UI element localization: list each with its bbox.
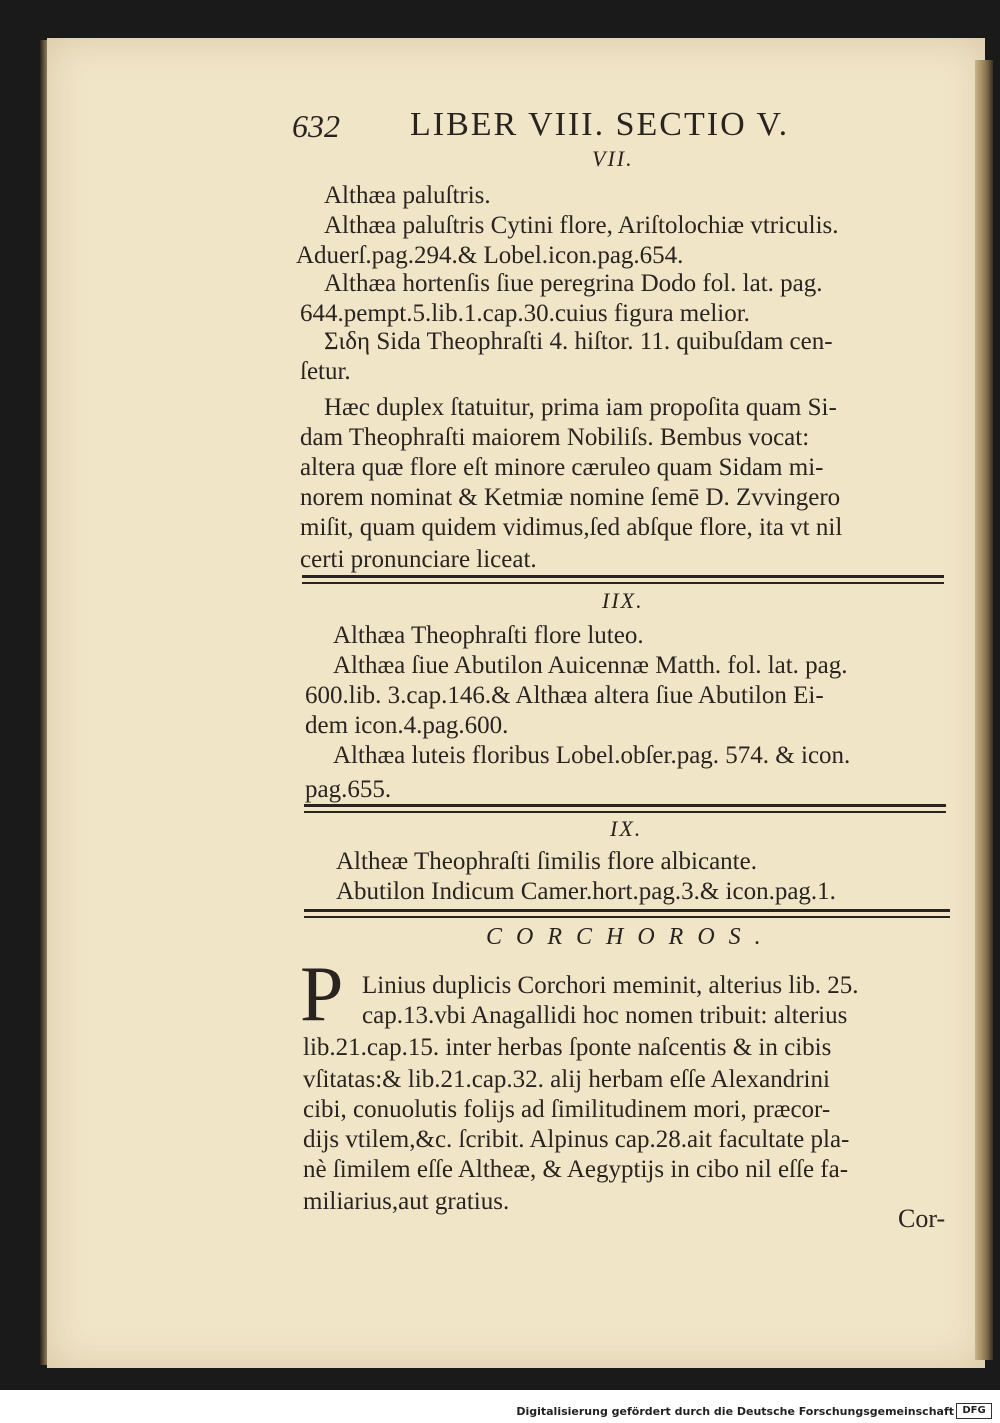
section-divider [304,811,946,813]
catchword: Cor- [898,1204,946,1233]
text-line: dam Theophraſti maiorem Nobiliſs. Bembus vocat: [300,424,810,451]
section-numeral-vii: VII. [592,146,634,171]
section-numeral-ix: IX. [610,816,643,841]
page-header [292,106,872,150]
dfg-logo-icon: DFG [956,1403,992,1419]
text-line: Aduerſ.pag.294.& Lobel.icon.pag.654. [296,242,684,269]
text-line: altera quæ flore eſt minore cæruleo quam Sidam mi- [300,454,824,481]
text-line: miliarius,aut gratius. [303,1188,510,1215]
text-line: Althæa ſiue Abutilon Auicennæ Matth. fol. lat. pag. [333,652,848,679]
text-line: lib.21.cap.15. inter herbas ſponte naſcentis & in cibis [303,1034,832,1061]
text-line: Linius duplicis Corchori meminit, alterius lib. 25. [362,972,859,999]
text-line: Hæc duplex ſtatuitur, prima iam propoſita quam Si- [324,394,837,421]
text-line: pag.655. [305,776,392,803]
text-line: cibi, conuolutis folijs ad ſimilitudinem mori, præcor- [303,1096,831,1123]
section-divider [304,804,946,807]
drop-cap: P [300,950,344,1037]
text-line: Althæa paluſtris. [324,182,491,209]
text-line: vſitatas:& lib.21.cap.32. alij herbam eſſe Alexandrini [303,1066,830,1093]
text-line: nè ſimilem eſſe Altheæ, & Aegyptijs in cibo nil eſſe fa- [303,1156,849,1183]
footer-credit: Digitalisierung gefördert durch die Deutsche Forschungsgemeinschaft [516,1405,954,1418]
text-line: 644.pempt.5.lib.1.cap.30.cuius figura melior. [300,300,750,327]
text-line: Althæa luteis floribus Lobel.obſer.pag. 574. & icon. [333,742,851,769]
text-line: Altheæ Theophraſti ſimilis flore albicante. [336,848,757,875]
section-divider [304,916,950,918]
text-line: norem nominat & Ketmiæ nomine ſemē D. Zvvingero [300,484,841,511]
section-divider [302,582,944,584]
text-line: miſit, quam quidem vidimus,ſed abſque flore, ita vt nil [300,514,843,541]
text-line: dijs vtilem,&c. ſcribit. Alpinus cap.28.ait facultate pla- [303,1126,850,1153]
text-line: dem icon.4.pag.600. [305,712,509,739]
text-line: Althæa hortenſis ſiue peregrina Dodo fol. lat. pag. [324,270,823,297]
page-number: 632 [292,108,340,144]
text-line: certi pronunciare liceat. [300,546,537,573]
running-title: LIBER VIII. SECTIO V. [410,106,790,143]
page-edge-right [975,60,993,1360]
text-line: Σιδη Sida Theophraſti 4. hiſtor. 11. quibuſdam cen- [324,328,833,355]
section-title-corchoros: CORCHOROS. [486,924,775,950]
text-line: Althæa Theophraſti flore luteo. [333,622,644,649]
section-divider [302,575,944,578]
section-numeral-iix: IIX. [602,588,644,613]
section-divider [304,909,950,912]
text-line: 600.lib. 3.cap.146.& Althæa altera ſiue Abutilon Ei- [305,682,824,709]
text-line: ſetur. [300,358,351,385]
text-line: Althæa paluſtris Cytini flore, Ariſtolochiæ vtriculis. [324,212,839,239]
text-line: Abutilon Indicum Camer.hort.pag.3.& icon.pag.1. [336,878,836,905]
text-line: cap.13.vbi Anagallidi hoc nomen tribuit: alterius [362,1002,848,1029]
